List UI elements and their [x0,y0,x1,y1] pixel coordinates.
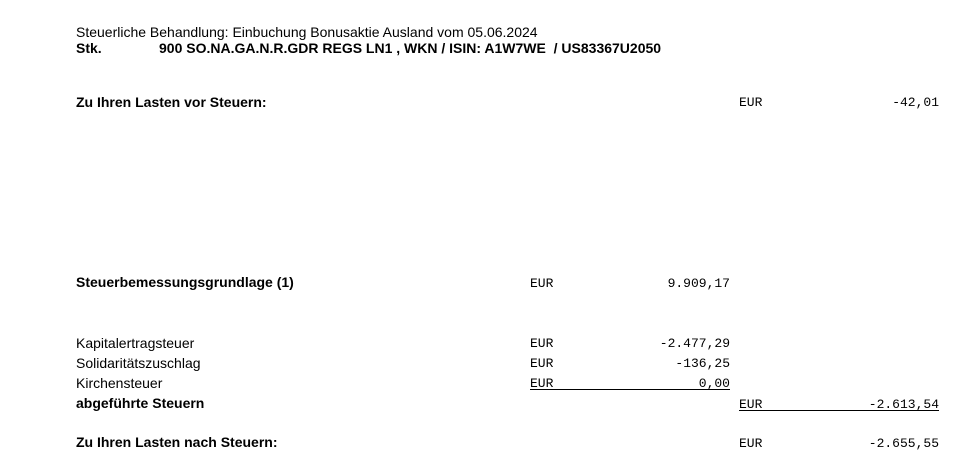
statement-title: Steuerliche Behandlung: Einbuchung Bonusaktie Ausland vom 05.06.2024 [76,24,538,40]
tax-line-kapitalertragsteuer-amount: -2.477,29 [659,336,730,351]
stk-label: Stk. [76,40,102,56]
tax-line-kirchensteuer-amount: 0,00 [698,376,730,391]
taxes-paid-underline [739,410,939,411]
tax-line-kirchensteuer-label: Kirchensteuer [76,375,163,391]
after-tax-currency: EUR [739,436,763,451]
assessment-basis-currency: EUR [530,276,554,291]
subtotal-underline [530,389,730,390]
tax-line-solidaritaetszuschlag-amount: -136,25 [675,356,730,371]
tax-line-kapitalertragsteuer-label: Kapitalertragsteuer [76,335,195,351]
tax-line-solidaritaetszuschlag-currency: EUR [530,356,554,371]
tax-line-kirchensteuer-currency: EUR [530,376,554,391]
tax-line-kapitalertragsteuer-currency: EUR [530,336,554,351]
assessment-basis-amount: 9.909,17 [667,276,730,291]
before-tax-currency: EUR [739,95,763,110]
taxes-paid-label: abgeführte Steuern [76,395,205,411]
after-tax-amount: -2.655,55 [868,436,939,451]
assessment-basis-label: Steuerbemessungsgrundlage (1) [76,274,294,290]
taxes-paid-amount: -2.613,54 [868,397,939,412]
after-tax-label: Zu Ihren Lasten nach Steuern: [76,434,278,450]
before-tax-amount: -42,01 [892,95,939,110]
tax-line-solidaritaetszuschlag-label: Solidaritätszuschlag [76,355,201,371]
taxes-paid-currency: EUR [739,397,763,412]
security-description: 900 SO.NA.GA.N.R.GDR REGS LN1 , WKN / ISIN: A1W7WE / US83367U2050 [159,40,662,56]
before-tax-label: Zu Ihren Lasten vor Steuern: [76,94,267,110]
